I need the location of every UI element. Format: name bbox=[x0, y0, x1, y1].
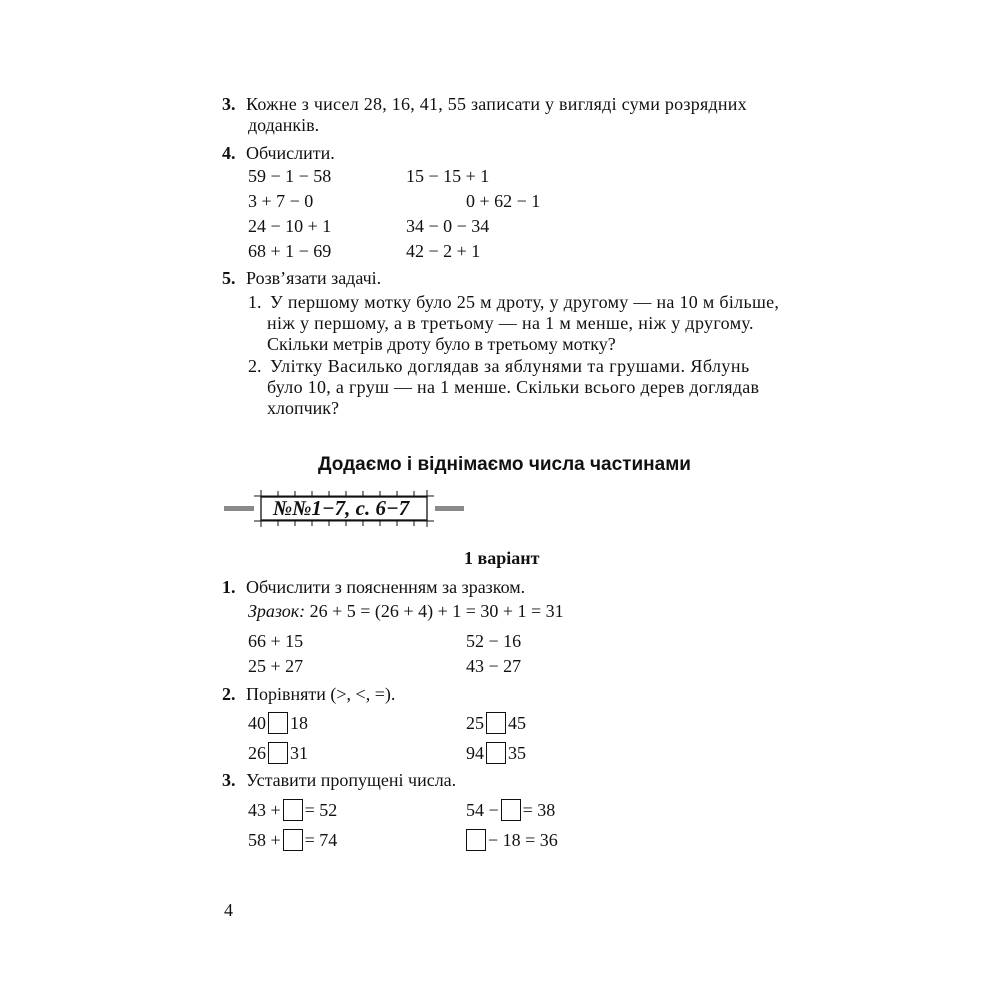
problem-text: Улітку Василько доглядав за яблунями та грушами. Яблунь bbox=[270, 356, 750, 376]
expression-left-1: 66 + 15 bbox=[248, 631, 304, 651]
task-title: Розв’язати задачі. bbox=[246, 268, 382, 288]
equation-part: = 74 bbox=[304, 830, 338, 850]
expression-left-2: 25 + 27 bbox=[248, 656, 304, 676]
task-title: Уставити пропущені числа. bbox=[246, 770, 457, 790]
banner-label: №№1−7, с. 6−7 bbox=[273, 496, 410, 520]
missing-right-2 bbox=[464, 829, 558, 851]
answer-box[interactable] bbox=[466, 829, 486, 851]
expression-right-3: 34 − 0 − 34 bbox=[406, 216, 490, 236]
compare-value: 26 bbox=[248, 743, 266, 763]
missing-left-2 bbox=[248, 829, 337, 851]
problem-2-line-2: було 10, а груш — на 1 менше. Скільки всього дерев доглядав bbox=[267, 377, 760, 397]
answer-box[interactable] bbox=[283, 799, 303, 821]
compare-value: 35 bbox=[508, 743, 526, 763]
answer-box[interactable] bbox=[501, 799, 521, 821]
compare-value: 45 bbox=[508, 713, 526, 733]
task-title: Обчислити. bbox=[246, 143, 335, 163]
task-number: 1. bbox=[222, 577, 236, 597]
compare-right-1 bbox=[466, 712, 526, 734]
compare-box[interactable] bbox=[486, 712, 506, 734]
problem-1-line-3: Скільки метрів дроту було в третьому мотку? bbox=[267, 334, 616, 354]
expression-left-1: 59 − 1 − 58 bbox=[248, 166, 332, 186]
task-title: Порівняти (>, <, =). bbox=[246, 684, 396, 704]
equation-part: 43 + bbox=[248, 800, 281, 820]
task-number: 3. bbox=[222, 770, 236, 790]
compare-box[interactable] bbox=[486, 742, 506, 764]
expression-right-2: 43 − 27 bbox=[466, 656, 522, 676]
variant-task-1 bbox=[222, 577, 525, 597]
expression-left-4: 68 + 1 − 69 bbox=[248, 241, 332, 261]
problem-2-line-3: хлопчик? bbox=[267, 398, 340, 418]
missing-left-1 bbox=[248, 799, 337, 821]
equation-part: = 52 bbox=[304, 800, 338, 820]
equation-part: 58 + bbox=[248, 830, 281, 850]
variant-task-2 bbox=[222, 684, 395, 704]
task-3-top bbox=[222, 94, 747, 114]
expression-right-4: 42 − 2 + 1 bbox=[406, 241, 481, 261]
example-label: Зразок: bbox=[248, 601, 306, 621]
problem-1 bbox=[248, 292, 779, 312]
section-heading: Додаємо і віднімаємо числа частинами bbox=[318, 454, 691, 475]
compare-left-1 bbox=[248, 712, 308, 734]
task-number: 2. bbox=[222, 684, 236, 704]
compare-value: 94 bbox=[466, 743, 484, 763]
compare-left-2 bbox=[248, 742, 308, 764]
problem-2 bbox=[248, 356, 750, 376]
variant-task-3 bbox=[222, 770, 456, 790]
task-number: 5. bbox=[222, 268, 236, 288]
compare-value: 40 bbox=[248, 713, 266, 733]
variant-heading: 1 варіант bbox=[464, 548, 540, 568]
task-text-continued: доданків. bbox=[248, 115, 320, 135]
task-number: 4. bbox=[222, 143, 236, 163]
equation-part: 54 − bbox=[466, 800, 499, 820]
compare-value: 31 bbox=[290, 743, 308, 763]
task-4-top bbox=[222, 143, 335, 163]
problem-text: У першому мотку було 25 м дроту, у другому — на 10 м більше, bbox=[270, 292, 780, 312]
equation-part: = 38 bbox=[522, 800, 556, 820]
compare-box[interactable] bbox=[268, 712, 288, 734]
example-expression: 26 + 5 = (26 + 4) + 1 = 30 + 1 = 31 bbox=[309, 601, 564, 621]
compare-value: 25 bbox=[466, 713, 484, 733]
missing-right-1 bbox=[466, 799, 555, 821]
expression-left-3: 24 − 10 + 1 bbox=[248, 216, 332, 236]
problem-number: 1. bbox=[248, 292, 262, 312]
expression-right-2: 0 + 62 − 1 bbox=[466, 191, 541, 211]
task-text: Кожне з чисел 28, 16, 41, 55 записати у вигляді суми розрядних bbox=[246, 94, 747, 114]
expression-right-1: 52 − 16 bbox=[466, 631, 522, 651]
example-line bbox=[248, 601, 564, 621]
compare-value: 18 bbox=[290, 713, 308, 733]
equation-part: − 18 = 36 bbox=[488, 830, 558, 850]
page-number: 4 bbox=[224, 900, 233, 920]
expression-left-2: 3 + 7 − 0 bbox=[248, 191, 314, 211]
compare-box[interactable] bbox=[268, 742, 288, 764]
compare-right-2 bbox=[466, 742, 526, 764]
problem-1-line-2: ніж у першому, а в третьому — на 1 м менше, ніж у другому. bbox=[267, 313, 754, 333]
task-number: 3. bbox=[222, 94, 236, 114]
expression-right-1: 15 − 15 + 1 bbox=[406, 166, 490, 186]
task-5-top bbox=[222, 268, 381, 288]
problem-number: 2. bbox=[248, 356, 262, 376]
answer-box[interactable] bbox=[283, 829, 303, 851]
lesson-banner bbox=[224, 488, 464, 528]
task-title: Обчислити з поясненням за зразком. bbox=[246, 577, 526, 597]
